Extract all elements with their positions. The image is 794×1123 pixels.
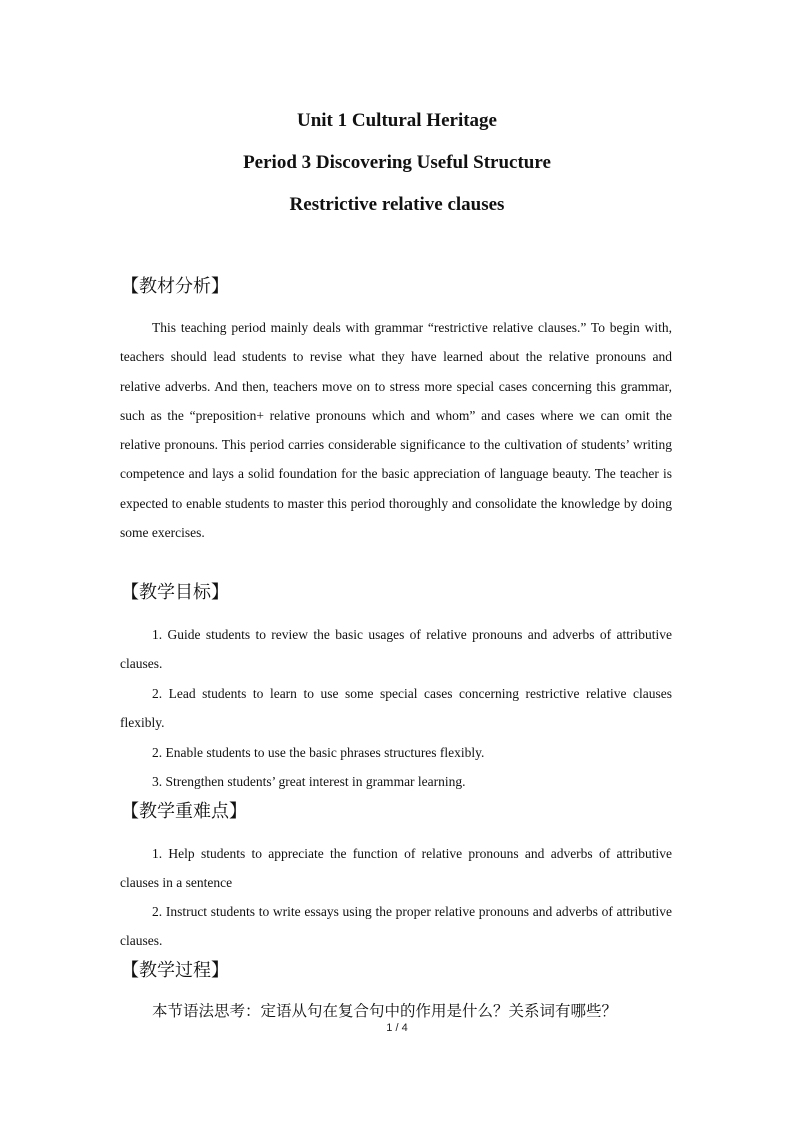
unit-title: Unit 1 Cultural Heritage — [296, 110, 497, 131]
section-heading-analysis: 【教材分析】 — [121, 276, 229, 297]
section-heading-objectives: 【教学目标】 — [121, 582, 229, 603]
topic-title: Restrictive relative clauses — [289, 194, 505, 215]
objective-item: 1. Guide students to review the basic usages of relative pronouns and adverbs of attributive clauses. — [120, 627, 672, 672]
section-heading-process: 【教学过程】 — [121, 960, 229, 981]
key-point-item: 1. Help students to appreciate the function of relative pronouns and adverbs of attributive clauses in a sentence — [120, 846, 672, 891]
objective-item: 2. Enable students to use the basic phrases structures flexibly. — [152, 745, 485, 760]
objective-item: 2. Lead students to learn to use some special cases concerning restrictive relative clauses flexibly. — [120, 686, 672, 731]
grammar-question: 本节语法思考：定语从句在复合句中的作用是什么？关系词有哪些？ — [152, 1002, 618, 1020]
section-heading-key-points: 【教学重难点】 — [121, 801, 247, 822]
title-block — [0, 100, 794, 226]
period-title: Period 3 Discovering Useful Structure — [243, 152, 551, 173]
page-number: 1 / 4 — [386, 1022, 408, 1034]
analysis-paragraph: This teaching period mainly deals with grammar “restrictive relative clauses.” To begin with, teachers should lead students to revise what they have learned about the relative pronouns and relative adverbs. And then, teachers move on to stress more special cases concerning this grammar, such as the “preposition+ relative pronouns which and whom” and cases where we can omit the relative pronouns. This period carries considerable significance to the cultivation of students’ writing competence and lays a solid foundation for the basic appreciation of language beauty. The teacher is expected to enable students to master this period thoroughly and consolidate the knowledge by doing some exercises. — [120, 320, 672, 541]
key-point-item: 2. Instruct students to write essays using the proper relative pronouns and adverbs of attributive clauses. — [120, 904, 672, 949]
objective-item: 3. Strengthen students’ great interest in grammar learning. — [152, 774, 466, 789]
